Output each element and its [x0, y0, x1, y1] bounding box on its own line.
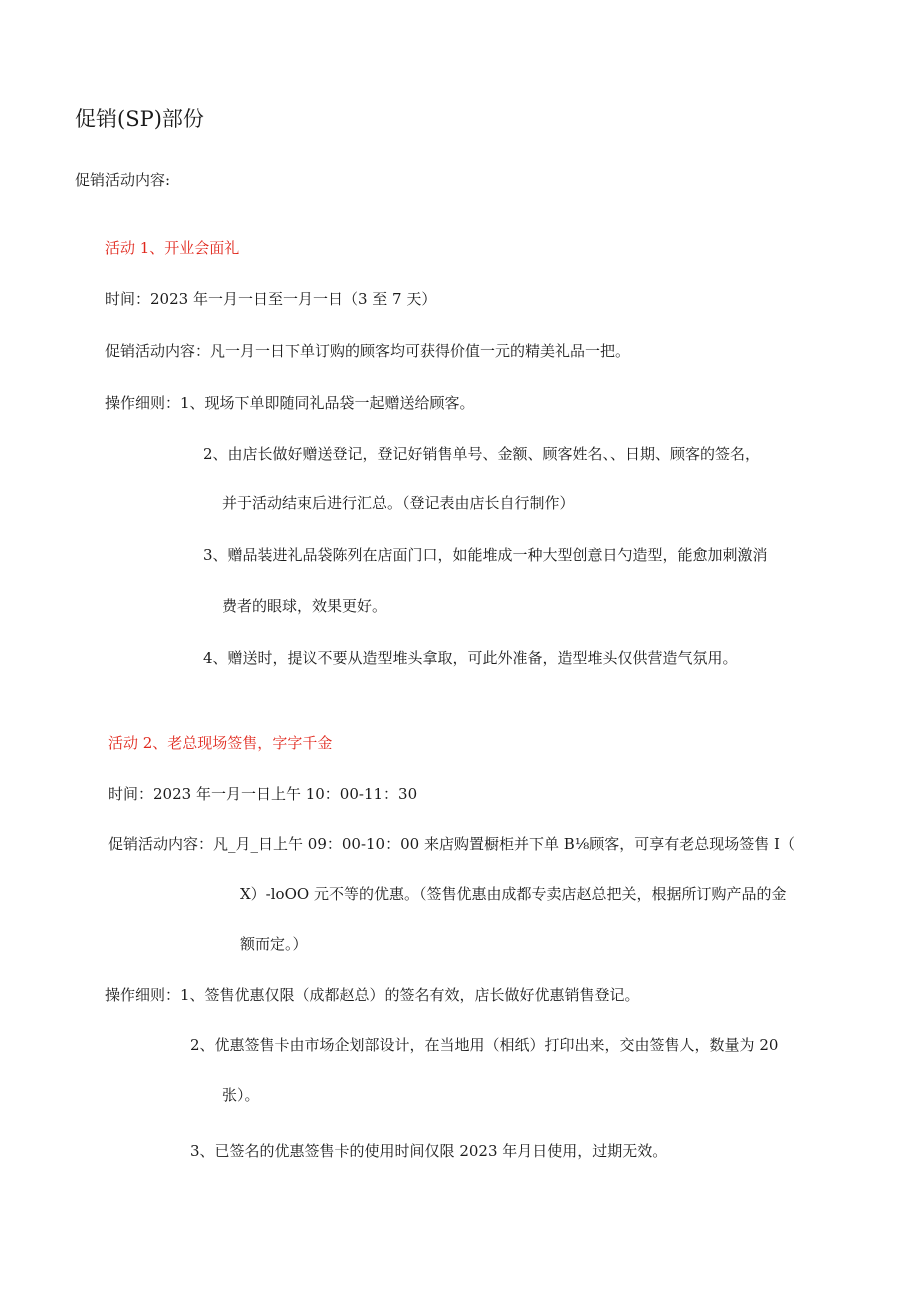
activity2-content-2: X）-loOO 元不等的优惠。（签售优惠由成都专卖店赵总把关，根据所订购产品的金	[240, 885, 787, 903]
page-title: 促销(SP)部份	[75, 107, 204, 131]
activity1-time: 时间：2023 年一月一日至一月一日（3 至 7 天）	[105, 290, 437, 308]
activity2-content-1: 促销活动内容：凡_月_日上午 09：00-10：00 来店购置橱柜并下单 B⅛顾客，可享有老总现场签售 I（	[108, 835, 795, 853]
activity1-detail-4: 4、赠送时，提议不要从造型堆头拿取，可此外准备，造型堆头仅供营造气氛用。	[203, 649, 738, 667]
activity2-detail-2-cont: 张）。	[222, 1086, 260, 1104]
activity2-detail-2: 2、优惠签售卡由市场企划部设计，在当地用（相纸）打印出来，交由签售人，数量为 20	[190, 1036, 779, 1054]
activity1-detail-2: 2、由店长做好赠送登记，登记好销售单号、金额、顾客姓名、、日期、顾客的签名，	[203, 445, 761, 463]
activity1-detail-3-cont: 费者的眼球，效果更好。	[222, 597, 388, 615]
intro-label: 促销活动内容:	[75, 171, 171, 189]
activity2-heading: 活动 2、老总现场签售，字字千金	[108, 734, 333, 752]
activity1-detail-2-cont: 并于活动结束后进行汇总。（登记表由店长自行制作）	[222, 494, 575, 512]
activity2-detail-3: 3、已签名的优惠签售卡的使用时间仅限 2023 年月日使用，过期无效。	[190, 1142, 668, 1160]
activity1-detail-1: 操作细则：1、现场下单即随同礼品袋一起赠送给顾客。	[105, 394, 475, 412]
activity2-time: 时间：2023 年一月一日上午 10：00-11：30	[108, 785, 418, 803]
activity1-heading: 活动 1、开业会面礼	[105, 239, 240, 257]
activity2-content-3: 额而定。）	[240, 935, 308, 953]
activity1-content: 促销活动内容：凡一月一日下单订购的顾客均可获得价值一元的精美礼品一把。	[105, 342, 631, 360]
activity1-detail-3: 3、赠品装进礼品袋陈列在店面门口，如能堆成一种大型创意日勺造型，能愈加刺激消	[203, 546, 768, 564]
activity2-detail-1: 操作细则：1、签售优惠仅限（成都赵总）的签名有效，店长做好优惠销售登记。	[105, 986, 640, 1004]
